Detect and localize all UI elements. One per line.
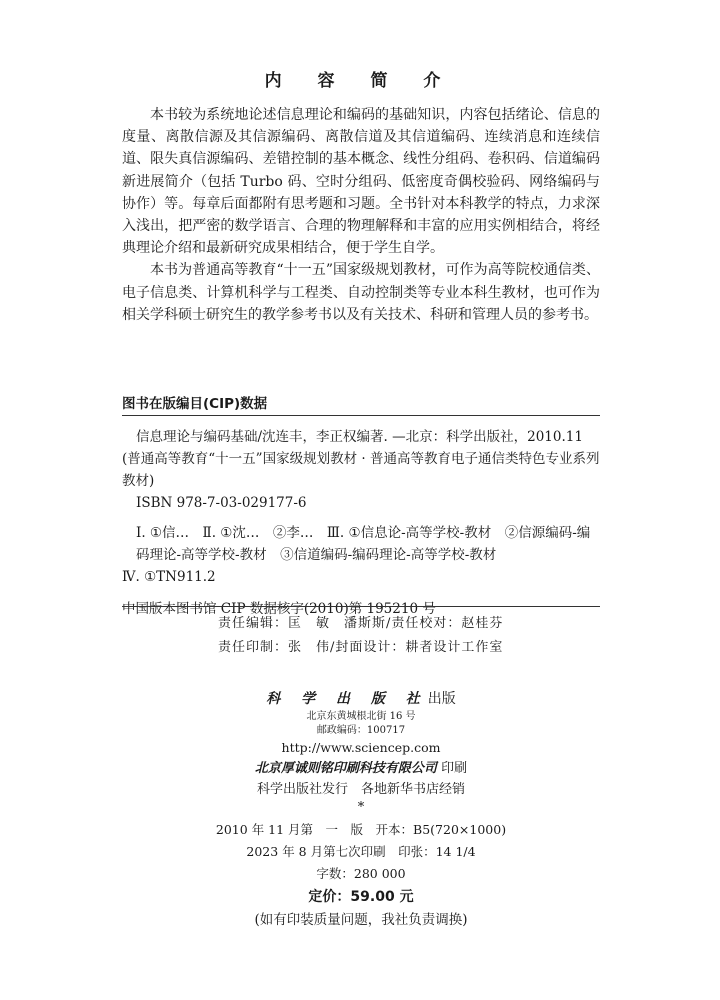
cip-class-number: Ⅳ. ①TN911.2 (122, 569, 216, 585)
intro-paragraph: 本书为普通高等教育“十一五”国家级规划教材，可作为高等院校通信类、电子信息类、计算机科学与工程类、自动控制类等专业本科生教材，也可作为相关学科硕士研究生的教学参考书以及有关技术、科研和管理人员的参考书。 (122, 262, 600, 323)
staff-credits (122, 612, 600, 660)
publisher-line (122, 688, 600, 710)
cip-series: (普通高等教育“十一五”国家级规划教材 · 普通高等教育电子通信类特色专业系列教材) (122, 451, 600, 489)
page-title: 内 容 简 介 (264, 71, 456, 91)
edition-line: 2010 年 11 月第 一 版 开本：B5(720×1000) (215, 822, 507, 837)
publisher-url: http://www.sciencep.com (281, 740, 441, 755)
publisher-address: 北京东黄城根北街 16 号 (306, 711, 416, 722)
cip-title-line: 信息理论与编码基础/沈连丰，李正权编著. —北京：科学出版社，2010.11 (136, 429, 583, 445)
cip-record (122, 426, 600, 620)
distribution-line: 科学出版社发行 各地新华书店经销 (256, 782, 465, 797)
publisher-info (122, 688, 600, 931)
printer-line (122, 758, 600, 780)
price: 定价：59.00 元 (308, 889, 414, 905)
cip-check-number: 中国版本图书馆 CIP 数据核字(2010)第 195210 号 (122, 601, 436, 617)
divider (122, 606, 600, 607)
staff-line: 责任印制：张 伟/封面设计：耕者设计工作室 (218, 640, 504, 655)
printer-suffix: 印刷 (441, 761, 468, 776)
cip-isbn: ISBN 978-7-03-029177-6 (136, 495, 307, 511)
printer-name: 北京厚诚则铭印刷科技有限公司 (254, 761, 437, 776)
intro-paragraph: 本书较为系统地论述信息理论和编码的基础知识，内容包括绪论、信息的度量、离散信源及其信源编码、离散信道及其信道编码、连续消息和连续信道、限失真信源编码、差错控制的基本概念、线性分组码、卷积码、信道编码新进展简介（包括 Turbo 码、空时分组码、低密度奇偶校验码、网络编码与协作）等。每章后面都附有思考题和习题。全书针对本科教学的特点，力求深入浅出，把严密的数学语言、合理的物理解释和丰富的应用实例相结合，将经典理论介绍和最新研究成果相结合，便于学生自学。 (122, 107, 600, 257)
publisher-name: 科 学 出 版 社 (266, 691, 428, 707)
printing-line: 2023 年 8 月第七次印刷 印张：14 1/4 (246, 844, 476, 859)
divider (122, 415, 600, 416)
quality-note: (如有印装质量问题，我社负责调换) (254, 912, 468, 928)
word-count: 字数：280 000 (316, 866, 406, 881)
staff-line: 责任编辑：匡 敏 潘斯斯/责任校对：赵桂芬 (218, 616, 504, 631)
cip-classification: Ⅰ. ①信… Ⅱ. ①沈… ②李… Ⅲ. ①信息论-高等学校-教材 ②信源编码-编码理论-高等学校-教材 ③信道编码-编码理论-高等学校-教材 (136, 525, 591, 563)
publisher-suffix: 出版 (427, 691, 456, 707)
separator-mark: * (357, 800, 365, 815)
cip-heading: 图书在版编目(CIP)数据 (122, 396, 268, 412)
intro-section (122, 104, 600, 326)
publisher-postcode: 邮政编码：100717 (316, 725, 406, 736)
